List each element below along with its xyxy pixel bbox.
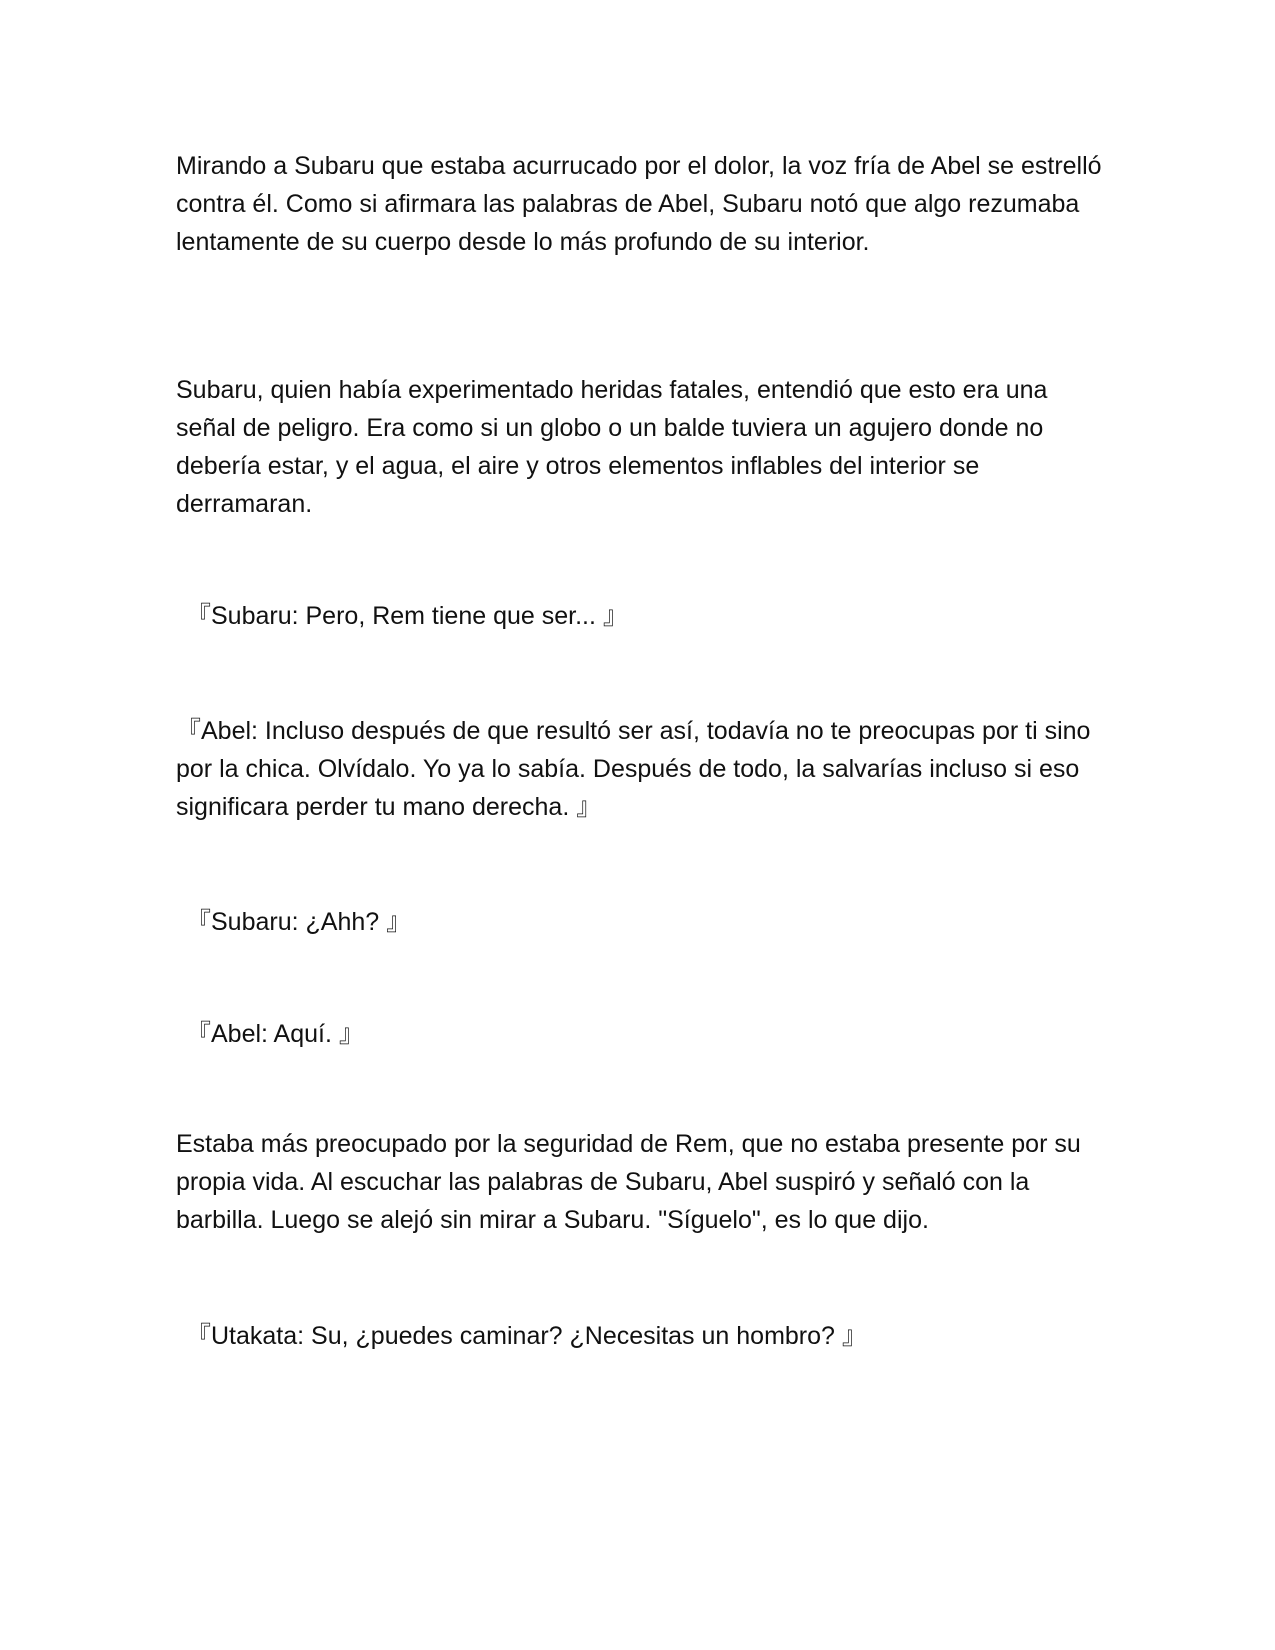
- narration-paragraph: Estaba más preocupado por la seguridad de Rem, que no estaba presente por su propia vida. Al escuchar las palabras de Subaru, Abel suspiró y señaló con la barbilla. Luego se alejó sin mirar a Subaru. "Síguelo", es lo que dijo.: [176, 1130, 1081, 1234]
- narration-paragraph: Subaru, quien había experimentado heridas fatales, entendió que esto era una señal de peligro. Era como si un globo o un balde tuviera un agujero donde no debería estar, y el agua, el aire y otros elementos inflables del interior se derramaran.: [176, 376, 1048, 518]
- dialogue-line: 『Abel: Incluso después de que resultó ser así, todavía no te preocupas por ti sino por la chica. Olvídalo. Yo ya lo sabía. Después de todo, la salvarías incluso si eso significara perder tu mano derecha. 』: [176, 717, 1091, 821]
- dialogue-line: 『Utakata: Su, ¿puedes caminar? ¿Necesitas un hombro? 』: [186, 1322, 867, 1350]
- dialogue-line: 『Subaru: ¿Ahh? 』: [186, 908, 412, 936]
- dialogue-line: 『Subaru: Pero, Rem tiene que ser... 』: [186, 602, 628, 630]
- dialogue-line: 『Abel: Aquí. 』: [186, 1020, 364, 1048]
- narration-paragraph: Mirando a Subaru que estaba acurrucado por el dolor, la voz fría de Abel se estrelló contra él. Como si afirmara las palabras de Abel, Subaru notó que algo rezumaba lentamente de su cuerpo desde lo más profundo de su interior.: [176, 152, 1102, 256]
